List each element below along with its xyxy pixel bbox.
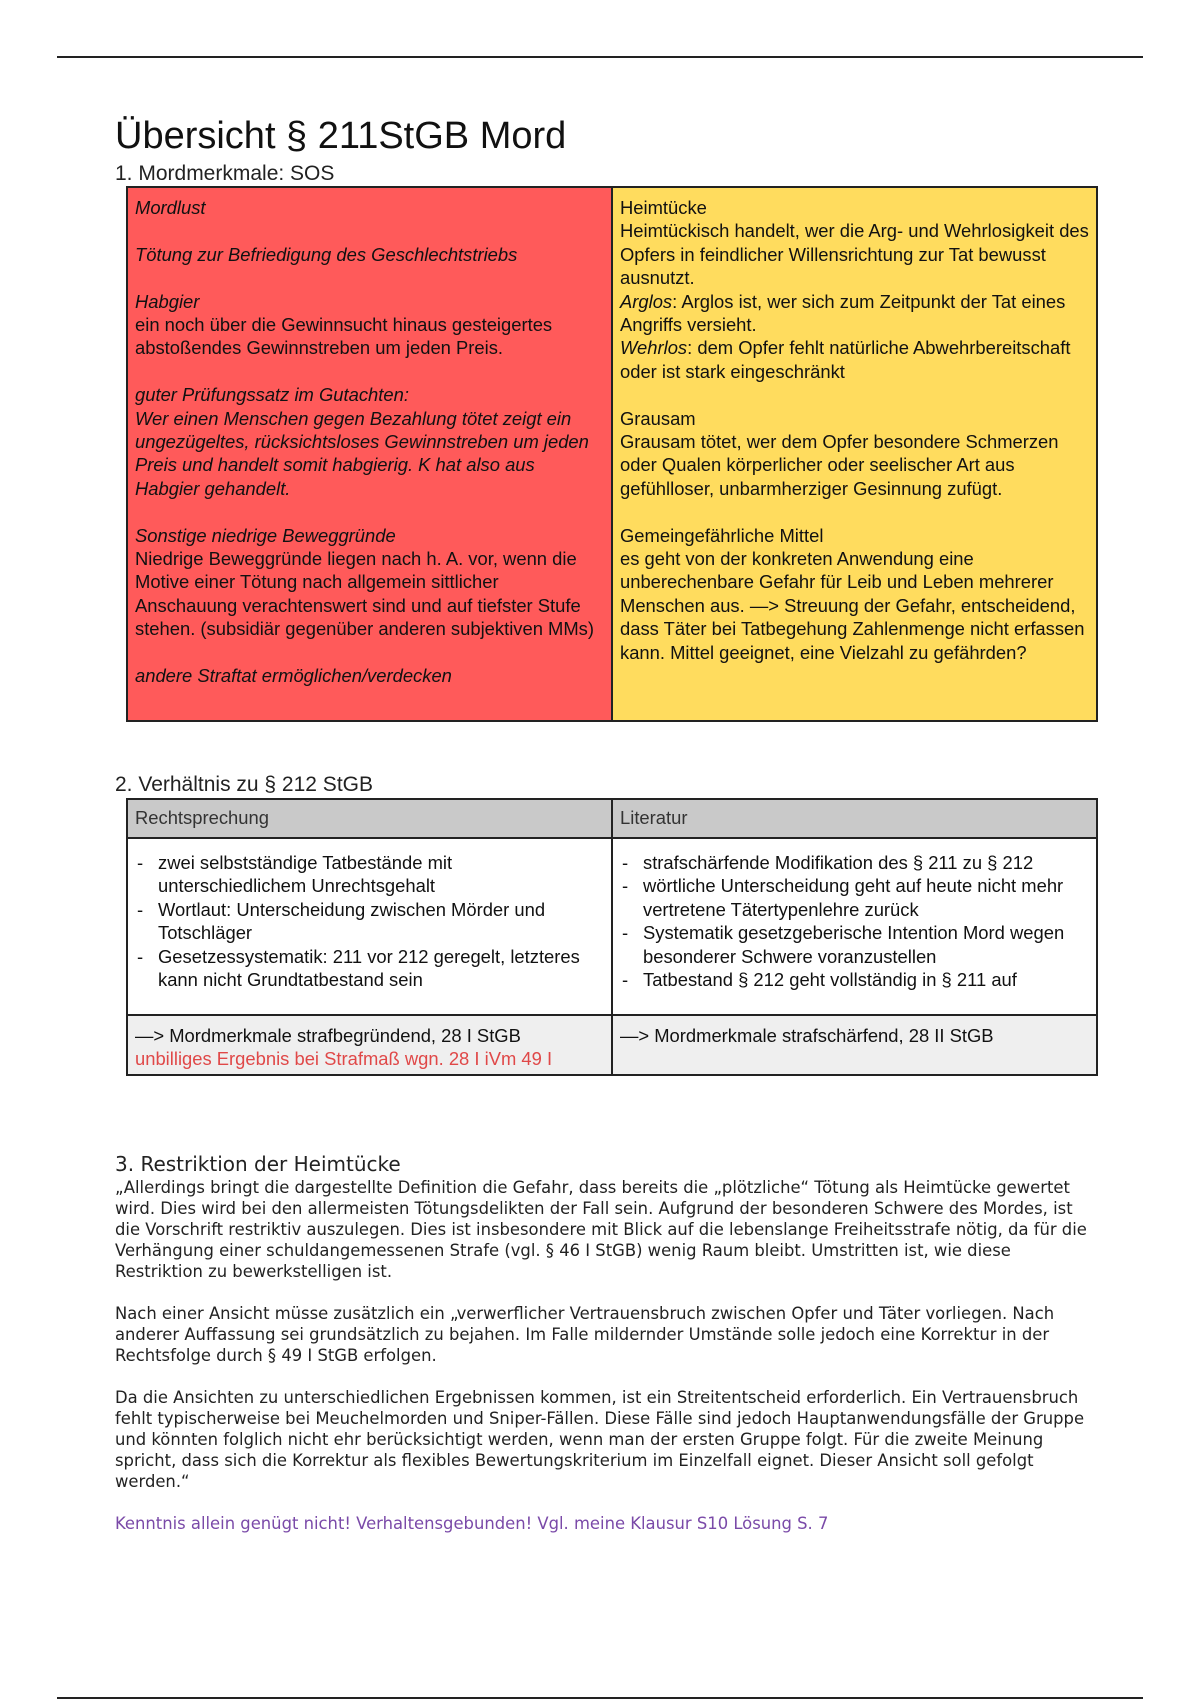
grausam-heading: Grausam xyxy=(620,407,696,429)
section-3-heading: 3. Restriktion der Heimtücke xyxy=(115,1152,401,1176)
top-rule xyxy=(57,56,1143,58)
personal-note: Kenntnis allein genügt nicht! Verhaltensgebunden! Vgl. meine Klausur S10 Lösung S. 7 xyxy=(115,1514,829,1533)
list-item: - Systematik gesetzgeberische Intention Mord wegen besonderer Schwere voranzustellen xyxy=(620,921,1089,968)
pruefungssatz-heading: guter Prüfungssatz im Gutachten: xyxy=(135,384,409,406)
paragraph: Da die Ansichten zu unterschiedlichen Ergebnissen kommen, ist ein Streitentscheid erforderlich. Ein Vertrauensbruch fehlt typischerweise bei Meuchelmorden und Sniper-Fällen. Diese Fälle sind jedoch Hauptanwendungsfälle der Gruppe und könnten folglich nicht ehr berücksichtigt werden, wenn man der ersten Gruppe folgt. Für die zweite Meinung spricht, dass sich die Korrektur als flexibles Bewertungskriterium im Einzelfall eignet. Dieser Ansicht soll gefolgt werden.“ xyxy=(115,1388,1085,1491)
literatur-conclusion: —> Mordmerkmale strafschärfend, 28 II StGB xyxy=(620,1025,994,1046)
habgier-definition: ein noch über die Gewinnsucht hinaus gesteigertes abstoßendes Gewinnstreben um jeden Preis. xyxy=(135,314,553,359)
section-1-heading: 1. Mordmerkmale: SOS xyxy=(115,162,335,185)
paragraph: „Allerdings bringt die dargestellte Definition die Gefahr, dass bereits die „plötzliche“ Tötung als Heimtücke gewertet wird. Dies wird bei den allermeisten Tötungsdelikten der Fall sein. Aufgrund der besonderen Schwere des Mordes, ist die Vorschrift restriktiv auszulegen. Dies ist insbesondere mit Blick auf die lebenslange Freiheitsstrafe nötig, da für die Verhängung einer schuldangemessenen Strafe (vgl. § 46 I StGB) wenig Raum bleibt. Umstritten ist, wie diese Restriktion zu bewerkstelligen ist. xyxy=(115,1178,1087,1281)
list-item: - strafschärfende Modifikation des § 211 zu § 212 xyxy=(620,851,1089,874)
habgier-heading: Habgier xyxy=(135,290,200,312)
arglos-definition xyxy=(620,290,1089,337)
header-rechtsprechung: Rechtsprechung xyxy=(128,800,613,837)
mordmerkmale-table xyxy=(126,186,1098,722)
page-title: Übersicht § 211StGB Mord xyxy=(115,115,567,157)
list-item: - Wortlaut: Unterscheidung zwischen Mörder und Totschläger xyxy=(135,898,604,945)
list-item: - Tatbestand § 212 geht vollständig in § 211 auf xyxy=(620,968,1089,991)
wehrlos-text: : dem Opfer fehlt natürliche Abwehrbereitschaft oder ist stark eingeschränkt xyxy=(620,337,1071,382)
wehrlos-definition xyxy=(620,336,1089,383)
mittel-definition: es geht von der konkreten Anwendung eine unberechenbare Gefahr für Leib und Leben mehrerer Menschen aus. —> Streuung der Gefahr, entscheidend, dass Täter bei Tatbegehung Zahlenmenge nicht erfassen kann. Mittel geeignet, eine Vielzahl zu gefährden? xyxy=(620,548,1085,663)
heimtuecke-heading: Heimtücke xyxy=(620,197,707,218)
straftat-heading: andere Straftat ermöglichen/verdecken xyxy=(135,665,452,687)
header-literatur: Literatur xyxy=(620,807,688,828)
section-2-heading: 2. Verhältnis zu § 212 StGB xyxy=(115,773,373,796)
arglos-label: Arglos xyxy=(620,290,673,312)
arglos-text: : Arglos ist, wer sich zum Zeitpunkt der Tat eines Angriffs versieht. xyxy=(620,290,1066,336)
pruefungssatz-text: Wer einen Menschen gegen Bezahlung tötet zeigt ein ungezügeltes, rücksichtsloses Gewinnstreben um jeden Preis und handelt somit habgierig. K hat also aus Habgier gehandelt. xyxy=(135,407,589,499)
list-item: - zwei selbstständige Tatbestände mit unterschiedlichem Unrechtsgehalt xyxy=(135,851,604,898)
mordlust-heading: Mordlust xyxy=(135,197,206,218)
paragraph: Nach einer Ansicht müsse zusätzlich ein „verwerflicher Vertrauensbruch zwischen Opfer und Täter vorliegen. Nach anderer Auffassung sei grundsätzlich zu bejahen. Im Falle mildernder Umstände solle jedoch eine Korrektur in der Rechtsfolge durch § 49 I StGB erfolgen. xyxy=(115,1304,1055,1365)
table-arguments-row xyxy=(128,839,1096,1016)
rechtsprechung-list xyxy=(135,851,604,991)
literatur-list xyxy=(620,851,1089,991)
rechtsprechung-critique: unbilliges Ergebnis bei Strafmaß wgn. 28 I iVm 49 I xyxy=(135,1048,553,1070)
rechtsprechung-conclusion: —> Mordmerkmale strafbegründend, 28 I StGB xyxy=(135,1025,521,1046)
grausam-definition: Grausam tötet, wer dem Opfer besondere Schmerzen oder Qualen körperlicher oder seelischer Art aus gefühlloser, unbarmherziger Gesinnung zufügt. xyxy=(620,431,1059,499)
list-item: - wörtliche Unterscheidung geht auf heute nicht mehr vertretene Tätertypenlehre zurück xyxy=(620,874,1089,921)
subjective-features-column xyxy=(128,188,613,720)
section-3-body xyxy=(115,1177,1095,1555)
mittel-heading: Gemeingefährliche Mittel xyxy=(620,524,824,546)
niedrige-beweggruende-definition: Niedrige Beweggründe liegen nach h. A. vor, wenn die Motive einer Tötung nach allgemein sittlicher Anschauung verachtenswert sind und auf tiefster Stufe stehen. (subsidiär gegenüber anderen subjektiven MMs) xyxy=(135,548,595,640)
bottom-rule xyxy=(57,1697,1143,1699)
heimtuecke-definition: Heimtückisch handelt, wer die Arg- und Wehrlosigkeit des Opfers in feindlicher Willensrichtung zur Tat bewusst ausnutzt. xyxy=(620,220,1089,289)
verhaeltnis-table xyxy=(126,798,1098,1076)
geschlechtstrieb-heading: Tötung zur Befriedigung des Geschlechtstriebs xyxy=(135,243,518,265)
list-item: - Gesetzessystematik: 211 vor 212 geregelt, letzteres kann nicht Grundtatbestand sein xyxy=(135,945,604,992)
table-conclusion-row xyxy=(128,1016,1096,1074)
objective-features-column xyxy=(613,188,1096,720)
niedrige-beweggruende-heading: Sonstige niedrige Beweggründe xyxy=(135,524,396,546)
table-header-row xyxy=(128,800,1096,839)
wehrlos-label: Wehrlos xyxy=(620,337,688,359)
